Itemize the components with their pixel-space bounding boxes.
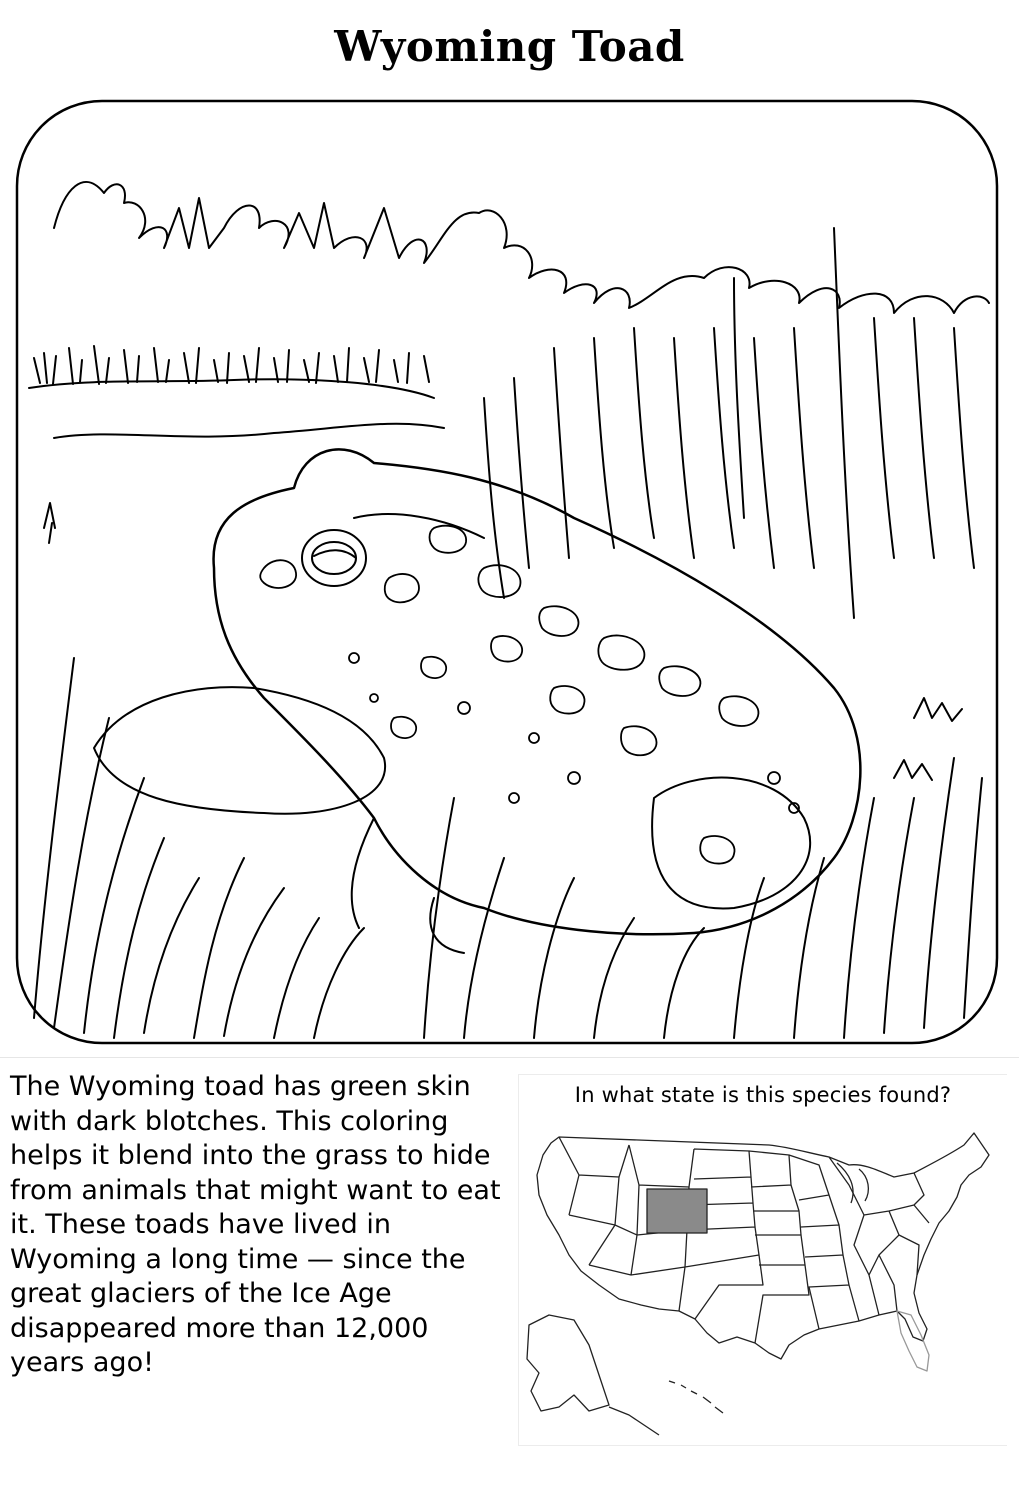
map-question: In what state is this species found?: [574, 1083, 952, 1107]
us-map: [519, 1115, 1007, 1445]
species-description: The Wyoming toad has green skin with dark blotches. This coloring helps it blend into the grass to hide from animals that might want to eat it. These toads have lived in Wyoming a long time — since the great glaciers of the Ice Age disappeared more than 12,000 years ago!: [10, 1071, 501, 1378]
wyoming-state: [647, 1189, 707, 1233]
map-panel: [518, 1074, 1007, 1446]
page-title: Wyoming Toad: [334, 22, 685, 71]
toad-illustration: [14, 98, 1000, 1046]
section-divider: [0, 1057, 1019, 1058]
